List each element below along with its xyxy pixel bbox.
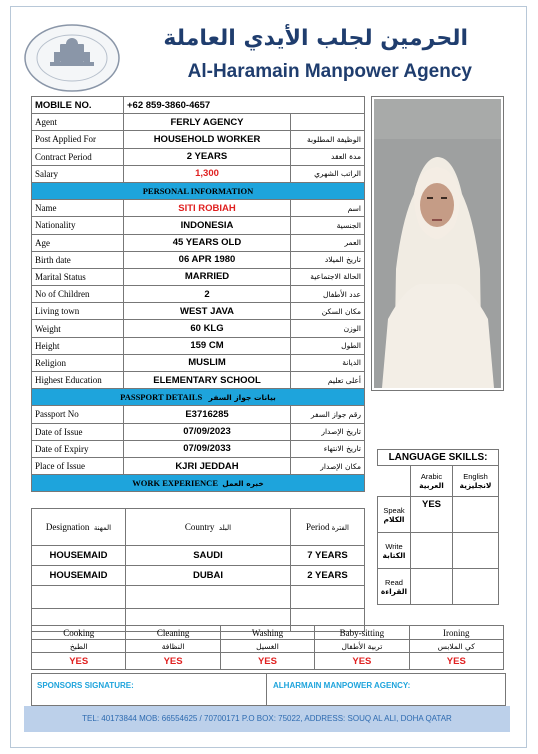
info-row (32, 165, 365, 182)
language-english-value (453, 497, 499, 533)
sponsor-signature-label: SPONSORS SIGNATURE: (37, 681, 134, 690)
info-row (32, 372, 365, 389)
field-label-arabic: الحالة الاجتماعية (291, 268, 365, 285)
language-english-value (453, 569, 499, 605)
skill-value: YES (32, 653, 126, 670)
field-value: 07/09/2033 (124, 440, 291, 457)
lang-col-arabic: Arabic العربية (411, 466, 453, 497)
field-label: Agent (32, 114, 124, 131)
skill-value: YES (409, 653, 503, 670)
info-row (32, 200, 365, 217)
signature-box (31, 673, 506, 706)
field-label: Post Applied For (32, 131, 124, 148)
language-skill-label: Write الكتابة (378, 533, 411, 569)
field-value: 159 CM (124, 337, 291, 354)
contact-footer: TEL: 40173844 MOB: 66554625 / 70700171 P.O BOX: 75022, ADDRESS: SOUQ AL ALI, DOHA QATAR (24, 706, 510, 732)
info-row (32, 337, 365, 354)
info-row (32, 286, 365, 303)
field-value: 2 (124, 286, 291, 303)
field-label-arabic: عدد الأطفال (291, 286, 365, 303)
field-value: 07/09/2023 (124, 423, 291, 440)
mobile-label: MOBILE NO. (32, 97, 124, 114)
field-label: Salary (32, 165, 124, 182)
language-arabic-value (411, 533, 453, 569)
field-value: 60 KLG (124, 320, 291, 337)
field-label: Weight (32, 320, 124, 337)
field-value: HOUSEHOLD WORKER (124, 131, 291, 148)
agency-logo (22, 22, 122, 94)
field-label: Date of Issue (32, 423, 124, 440)
field-label-arabic: رقم جواز السفر (291, 406, 365, 423)
skill-label-arabic: كي الملابس (409, 640, 503, 653)
field-label-arabic: تاريخ الانتهاء (291, 440, 365, 457)
field-label: Living town (32, 303, 124, 320)
field-label-arabic: مدة العقد (291, 148, 365, 165)
mobile-row (32, 97, 365, 114)
language-row (378, 497, 499, 533)
skill-label: Cooking (32, 626, 126, 640)
field-label: Date of Expiry (32, 440, 124, 457)
skill-label: Washing (220, 626, 314, 640)
experience-row (32, 586, 365, 609)
field-label-arabic: الوزن (291, 320, 365, 337)
field-label-arabic: أعلى تعليم (291, 372, 365, 389)
info-row (32, 268, 365, 285)
info-row (32, 234, 365, 251)
experience-period: 7 YEARS (291, 546, 365, 566)
language-skill-label: Speak الكلام (378, 497, 411, 533)
field-label: Age (32, 234, 124, 251)
field-label: Height (32, 337, 124, 354)
experience-period: 2 YEARS (291, 566, 365, 586)
field-value: MARRIED (124, 268, 291, 285)
field-label-arabic: تاريخ الإصدار (291, 423, 365, 440)
language-skill-label: Read القراءة (378, 569, 411, 605)
field-value: ELEMENTARY SCHOOL (124, 372, 291, 389)
skill-label: Baby-sitting (315, 626, 409, 640)
info-row (32, 251, 365, 268)
info-row (32, 423, 365, 440)
language-skills-title: LANGUAGE SKILLS: (378, 450, 499, 466)
field-label: Nationality (32, 217, 124, 234)
field-label: Contract Period (32, 148, 124, 165)
skill-label: Cleaning (126, 626, 220, 640)
field-value: SITI ROBIAH (124, 200, 291, 217)
field-value: INDONESIA (124, 217, 291, 234)
info-row (32, 440, 365, 457)
agency-signature-label: ALHARMAIN MANPOWER AGENCY: (273, 681, 411, 690)
lang-col-english: English لانجليزية (453, 466, 499, 497)
experience-row (32, 566, 365, 586)
section-passport-details: PASSPORT DETAILS بيانات جواز السفر (32, 389, 365, 406)
experience-country: SAUDI (126, 546, 291, 566)
skill-label-arabic: الطبخ (32, 640, 126, 653)
experience-row (32, 546, 365, 566)
language-skills-table (377, 449, 499, 605)
field-label-arabic: مكان السكن (291, 303, 365, 320)
language-english-value (453, 533, 499, 569)
field-value: KJRI JEDDAH (124, 457, 291, 474)
field-label: Passport No (32, 406, 124, 423)
field-label-arabic: الوظيفة المطلوبة (291, 131, 365, 148)
field-value: 1,300 (124, 165, 291, 182)
skill-value: YES (220, 653, 314, 670)
field-label-arabic: تاريخ الميلاد (291, 251, 365, 268)
info-row (32, 114, 365, 131)
field-value: 45 YEARS OLD (124, 234, 291, 251)
applicant-photo-frame (371, 96, 504, 391)
field-value: MUSLIM (124, 354, 291, 371)
skill-value: YES (126, 653, 220, 670)
language-row (378, 533, 499, 569)
field-value: FERLY AGENCY (124, 114, 291, 131)
mobile-value: +62 859-3860-4657 (124, 97, 365, 114)
experience-period (291, 586, 365, 609)
info-row (32, 217, 365, 234)
info-row (32, 303, 365, 320)
experience-country: DUBAI (126, 566, 291, 586)
field-label: Religion (32, 354, 124, 371)
field-label-arabic: اسم (291, 200, 365, 217)
field-label-arabic: الراتب الشهري (291, 165, 365, 182)
info-row (32, 131, 365, 148)
agency-title-arabic: الحرمين لجلب الأيدي العاملة (163, 26, 468, 51)
field-label: Place of Issue (32, 457, 124, 474)
field-label: Name (32, 200, 124, 217)
field-label: Highest Education (32, 372, 124, 389)
field-label: No of Children (32, 286, 124, 303)
skill-label-arabic: الغسيل (220, 640, 314, 653)
language-row (378, 569, 499, 605)
applicant-info-table (31, 96, 365, 492)
language-arabic-value: YES (411, 497, 453, 533)
field-label-arabic: الديانة (291, 354, 365, 371)
agency-title-english: Al-Haramain Manpower Agency (187, 61, 472, 82)
skill-label-arabic: تربية الأطفال (315, 640, 409, 653)
experience-header-row: Designation المهنة Country البلد Period الفترة (32, 509, 365, 546)
section-work-experience: WORK EXPERIENCE خبره العمل (32, 475, 365, 492)
info-row (32, 320, 365, 337)
field-value: 06 APR 1980 (124, 251, 291, 268)
field-value: E3716285 (124, 406, 291, 423)
experience-designation: HOUSEMAID (32, 546, 126, 566)
experience-designation (32, 586, 126, 609)
field-label-arabic: الطول (291, 337, 365, 354)
experience-country (126, 586, 291, 609)
field-label-arabic: مكان الإصدار (291, 457, 365, 474)
skill-label-arabic: النظافة (126, 640, 220, 653)
info-row (32, 148, 365, 165)
field-value: WEST JAVA (124, 303, 291, 320)
experience-designation: HOUSEMAID (32, 566, 126, 586)
field-label-arabic: الجنسية (291, 217, 365, 234)
language-arabic-value (411, 569, 453, 605)
info-row (32, 406, 365, 423)
skills-table (31, 625, 504, 670)
field-label-arabic (291, 114, 365, 131)
field-label: Birth date (32, 251, 124, 268)
skill-value: YES (315, 653, 409, 670)
applicant-photo (374, 99, 501, 388)
section-personal-information: PERSONAL INFORMATION (32, 182, 365, 199)
work-experience-table (31, 508, 365, 632)
info-row (32, 457, 365, 474)
field-value: 2 YEARS (124, 148, 291, 165)
skill-label: Ironing (409, 626, 503, 640)
info-row (32, 354, 365, 371)
field-label-arabic: العمر (291, 234, 365, 251)
field-label: Marital Status (32, 268, 124, 285)
